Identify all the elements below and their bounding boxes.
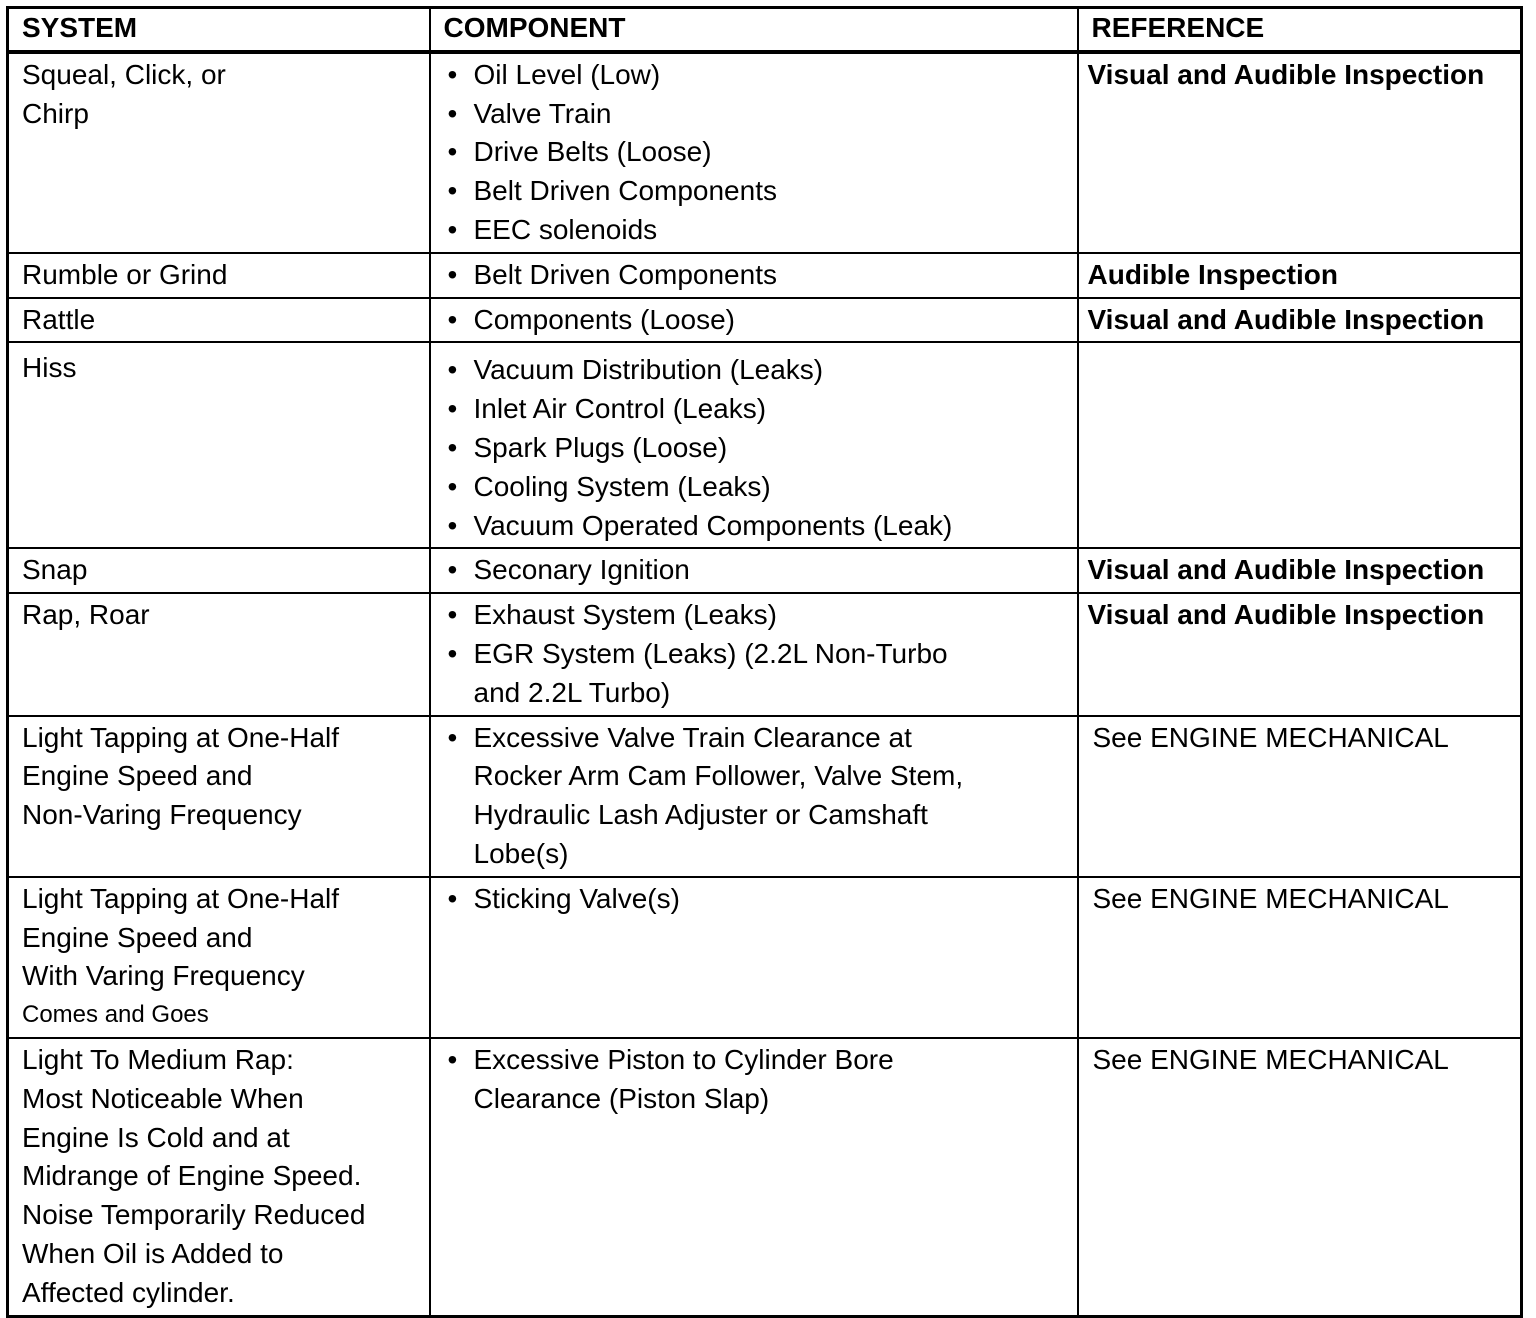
component-cell bbox=[430, 548, 1078, 593]
system-text: Rumble or Grind bbox=[22, 258, 228, 290]
system-text: Rap, Roar bbox=[22, 599, 150, 631]
system-text: Light To Medium Rap: bbox=[22, 1043, 294, 1075]
component-text: • Components (Loose) bbox=[473, 303, 735, 335]
component-list bbox=[444, 596, 1077, 712]
component-text: • Belt Driven Components bbox=[473, 258, 777, 290]
component-text: • Inlet Air Control (Leaks) bbox=[473, 393, 767, 425]
component-item bbox=[444, 429, 1077, 468]
component-text: • Spark Plugs (Loose) bbox=[473, 431, 728, 463]
component-text: • Cooling System (Leaks) bbox=[473, 470, 771, 502]
component-cell bbox=[430, 52, 1078, 253]
system-cell bbox=[8, 593, 430, 715]
component-item bbox=[444, 390, 1077, 429]
header-system: SYSTEM bbox=[8, 8, 430, 52]
table-row bbox=[8, 716, 1522, 877]
component-list bbox=[444, 56, 1077, 250]
component-text: • Vacuum Operated Components (Leak) bbox=[473, 509, 953, 541]
system-text: With Varing Frequency bbox=[22, 960, 305, 992]
table-row bbox=[8, 548, 1522, 593]
header-reference: REFERENCE bbox=[1078, 8, 1522, 52]
system-text: Engine Speed and bbox=[22, 760, 253, 792]
component-item bbox=[444, 596, 1077, 635]
system-text: Light Tapping at One-Half bbox=[22, 882, 340, 914]
table-row bbox=[8, 342, 1522, 548]
reference-cell: Visual and Audible Inspection bbox=[1078, 52, 1522, 253]
component-cell bbox=[430, 253, 1078, 298]
component-text: • Excessive Piston to Cylinder Bore bbox=[473, 1043, 894, 1075]
reference-cell: Audible Inspection bbox=[1078, 253, 1522, 298]
system-cell bbox=[8, 253, 430, 298]
system-text: Hiss bbox=[22, 352, 77, 384]
system-text: Rattle bbox=[22, 303, 96, 335]
component-cell bbox=[430, 1038, 1078, 1316]
reference-cell bbox=[1078, 342, 1522, 548]
system-text: Engine Is Cold and at bbox=[22, 1121, 290, 1153]
system-text: Most Noticeable When bbox=[22, 1082, 304, 1114]
component-item bbox=[444, 301, 1077, 340]
component-list bbox=[444, 719, 1077, 874]
component-text: • Seconary Ignition bbox=[473, 554, 690, 586]
system-text: Chirp bbox=[22, 97, 89, 129]
table-row bbox=[8, 877, 1522, 1038]
component-text: Lobe(s) bbox=[473, 837, 569, 869]
component-item bbox=[444, 507, 1077, 546]
component-item bbox=[444, 211, 1077, 250]
table-row bbox=[8, 1038, 1522, 1316]
component-text: • Valve Train bbox=[473, 97, 612, 129]
system-cell bbox=[8, 342, 430, 548]
component-item bbox=[444, 635, 1077, 713]
reference-cell: See ENGINE MECHANICAL bbox=[1078, 716, 1522, 877]
component-list bbox=[444, 301, 1077, 340]
system-text: Midrange of Engine Speed. bbox=[22, 1160, 362, 1192]
component-item bbox=[444, 172, 1077, 211]
component-list bbox=[444, 551, 1077, 590]
component-item bbox=[444, 719, 1077, 874]
component-text: • Vacuum Distribution (Leaks) bbox=[473, 354, 824, 386]
component-list bbox=[444, 256, 1077, 295]
system-text: Light Tapping at One-Half bbox=[22, 721, 340, 753]
component-text: Rocker Arm Cam Follower, Valve Stem, bbox=[473, 760, 964, 792]
system-cell bbox=[8, 548, 430, 593]
reference-cell: Visual and Audible Inspection bbox=[1078, 548, 1522, 593]
component-cell bbox=[430, 298, 1078, 343]
system-cell bbox=[8, 877, 430, 1038]
component-item bbox=[444, 56, 1077, 95]
component-cell bbox=[430, 593, 1078, 715]
component-item bbox=[444, 468, 1077, 507]
component-text: • Exhaust System (Leaks) bbox=[473, 599, 777, 631]
component-text: • EGR System (Leaks) (2.2L Non-Turbo bbox=[473, 637, 948, 669]
component-text: • Excessive Valve Train Clearance at bbox=[473, 721, 912, 753]
system-text: Snap bbox=[22, 554, 88, 586]
reference-cell: Visual and Audible Inspection bbox=[1078, 593, 1522, 715]
system-text: Affected cylinder. bbox=[22, 1276, 235, 1308]
component-text: Clearance (Piston Slap) bbox=[473, 1082, 770, 1114]
component-text: • Belt Driven Components bbox=[473, 175, 777, 207]
noise-diagnosis-table-container bbox=[6, 6, 1523, 1318]
system-text: Comes and Goes bbox=[22, 1001, 209, 1029]
component-item bbox=[444, 880, 1077, 919]
component-item bbox=[444, 256, 1077, 295]
component-cell bbox=[430, 716, 1078, 877]
component-list bbox=[444, 351, 1077, 545]
table-row bbox=[8, 52, 1522, 253]
component-text: • Oil Level (Low) bbox=[473, 58, 661, 90]
table-row bbox=[8, 253, 1522, 298]
component-text: and 2.2L Turbo) bbox=[473, 676, 671, 708]
component-list bbox=[444, 880, 1077, 919]
system-cell bbox=[8, 52, 430, 253]
noise-diagnosis-table bbox=[6, 6, 1523, 1318]
header-row bbox=[8, 8, 1522, 52]
table-row bbox=[8, 593, 1522, 715]
component-text: • EEC solenoids bbox=[473, 213, 658, 245]
system-cell bbox=[8, 1038, 430, 1316]
reference-cell: See ENGINE MECHANICAL bbox=[1078, 877, 1522, 1038]
component-text: • Sticking Valve(s) bbox=[473, 882, 680, 914]
reference-cell: Visual and Audible Inspection bbox=[1078, 298, 1522, 343]
reference-cell: See ENGINE MECHANICAL bbox=[1078, 1038, 1522, 1316]
component-item bbox=[444, 95, 1077, 134]
component-text: • Drive Belts (Loose) bbox=[473, 136, 712, 168]
system-text: Noise Temporarily Reduced bbox=[22, 1199, 366, 1231]
system-text: Squeal, Click, or bbox=[22, 58, 226, 90]
system-cell bbox=[8, 298, 430, 343]
component-item bbox=[444, 1041, 1077, 1119]
header-component: COMPONENT bbox=[430, 8, 1078, 52]
component-item bbox=[444, 133, 1077, 172]
component-text: Hydraulic Lash Adjuster or Camshaft bbox=[473, 799, 928, 831]
component-item bbox=[444, 351, 1077, 390]
system-cell bbox=[8, 716, 430, 877]
component-cell bbox=[430, 342, 1078, 548]
component-list bbox=[444, 1041, 1077, 1119]
system-text: Engine Speed and bbox=[22, 921, 253, 953]
system-text: When Oil is Added to bbox=[22, 1237, 284, 1269]
table-row bbox=[8, 298, 1522, 343]
component-item bbox=[444, 551, 1077, 590]
system-text: Non-Varing Frequency bbox=[22, 799, 302, 831]
component-cell bbox=[430, 877, 1078, 1038]
